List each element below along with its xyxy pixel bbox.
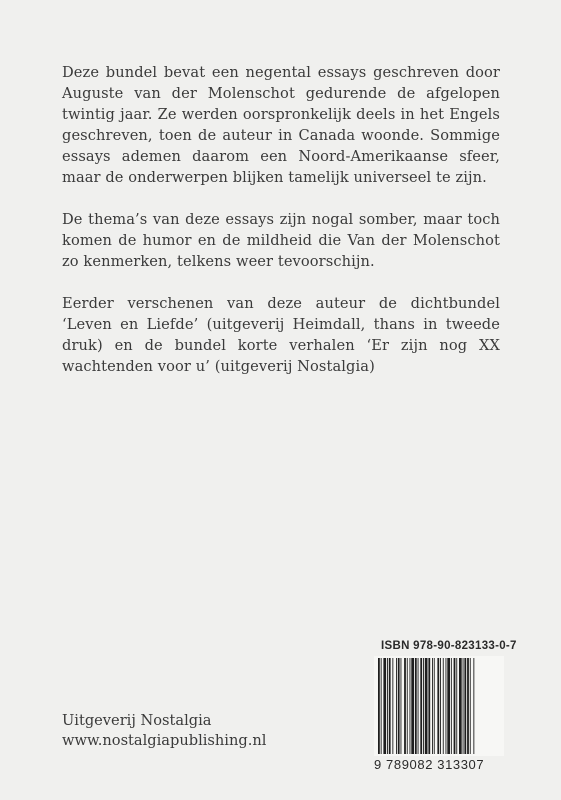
barcode-image — [374, 656, 504, 756]
publisher-name: Uitgeverij Nostalgia — [62, 712, 212, 729]
barcode-digits: 9 789082 313307 — [374, 757, 485, 772]
blurb-paragraph: De thema’s van deze essays zijn nogal somber, maar toch komen de humor en de mildheid die Van der Molenschot zo kenmerken, telkens weer tevoorschijn. — [62, 211, 500, 270]
isbn-label: ISBN 978-90-823133-0-7 — [381, 640, 517, 652]
barcode-bars — [374, 656, 504, 756]
publisher-website: www.nostalgiapublishing.nl — [62, 732, 267, 749]
cover-blurb — [62, 62, 500, 398]
blurb-paragraph: Eerder verschenen van deze auteur de dichtbundel ‘Leven en Liefde’ (uitgeverij Heimdall, thans in tweede druk) en de bundel korte verhalen ‘Er zijn nog XX wachtenden voor u’ (uitgeverij Nostalgia) — [62, 295, 500, 375]
publisher-info — [62, 711, 266, 751]
blurb-paragraph: Deze bundel bevat een negental essays geschreven door Auguste van der Molenschot gedurende de afgelopen twintig jaar. Ze werden oorspronkelijk deels in het Engels geschreven, toen de auteur in Canada woonde. Sommige essays ademen daarom een Noord-Amerikaanse sfeer, maar de onderwerpen blijken tamelijk universeel te zijn. — [62, 64, 500, 186]
